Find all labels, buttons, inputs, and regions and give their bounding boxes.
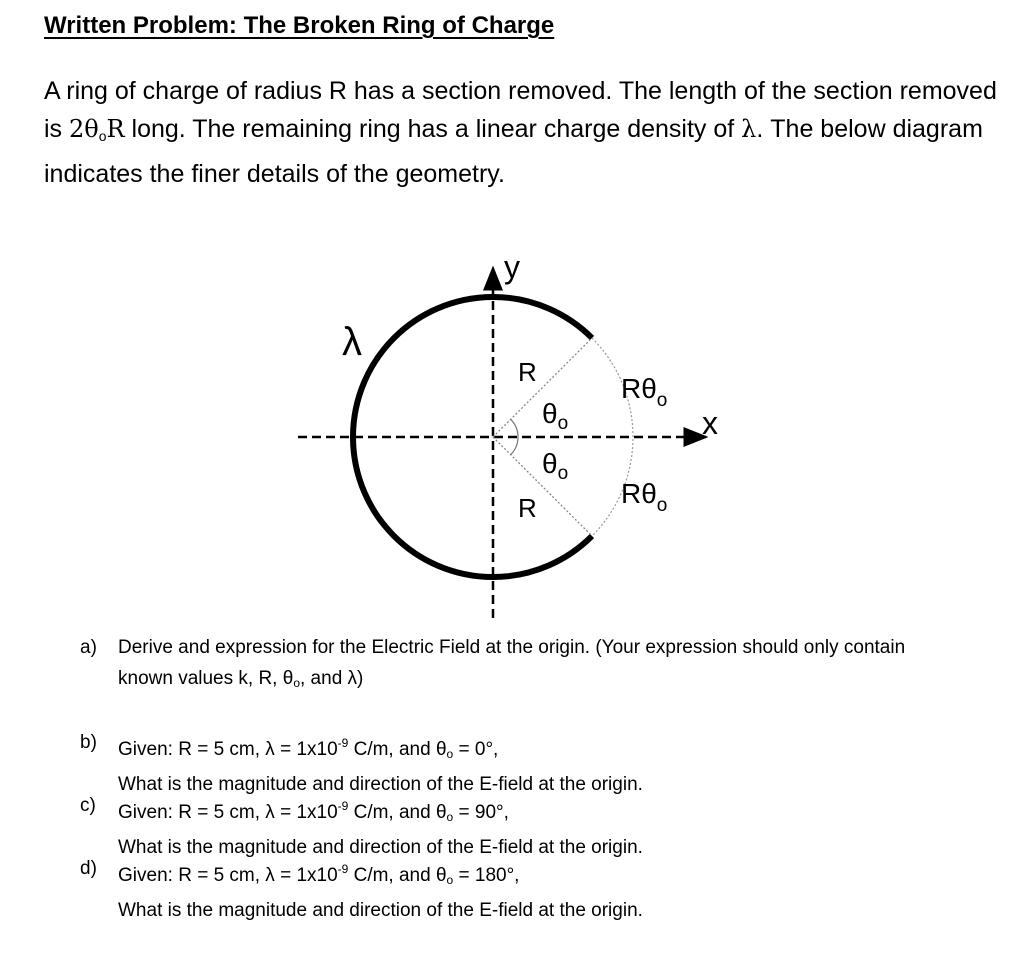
problem-statement xyxy=(44,72,1004,193)
intro-text-3: . The below diagram indicates the finer details of the geometry. xyxy=(44,115,983,188)
given-text-c: = 90°, xyxy=(453,802,509,823)
question-a-line2 xyxy=(118,665,998,697)
given-text-b: C/m, and θ xyxy=(348,865,447,886)
theta-label-bottom xyxy=(542,448,568,484)
angle-arc-top xyxy=(511,419,518,437)
two-theta-symbol: 2θ xyxy=(69,115,99,143)
y-axis-label: y xyxy=(504,249,520,285)
question-a-text-b: , and λ) xyxy=(300,668,364,689)
given-text-a: Given: R = 5 cm, λ = 1x10 xyxy=(118,865,338,886)
angle-arc-bottom xyxy=(511,437,518,455)
arc-length-bottom-text: Rθ xyxy=(621,478,657,509)
given-text-a: Given: R = 5 cm, λ = 1x10 xyxy=(118,802,338,823)
theta-label-top xyxy=(542,398,568,434)
question-label: a) xyxy=(80,637,97,658)
page-title: Written Problem: The Broken Ring of Charge xyxy=(44,12,555,39)
theta-symbol-bottom: θ xyxy=(542,448,558,479)
arc-length-top-text: Rθ xyxy=(621,373,657,404)
intro-text-2: long. The remaining ring has a linear charge density of xyxy=(124,115,742,143)
question-a-text-a: known values k, R, θ xyxy=(118,668,294,689)
given-sub: o xyxy=(446,747,454,761)
radius-label-top: R xyxy=(518,357,537,387)
given-exponent: -9 xyxy=(337,799,349,813)
question-label: c) xyxy=(80,795,96,816)
question-b-given xyxy=(118,729,998,768)
question-label: d) xyxy=(80,858,97,879)
question-c-line2: What is the magnitude and direction of the E-field at the origin. xyxy=(118,837,643,858)
given-sub: o xyxy=(446,810,454,824)
arc-length-top-sub: o xyxy=(656,390,668,411)
given-sub: o xyxy=(446,873,454,887)
lambda-symbol: λ xyxy=(741,115,757,143)
theta-subscript: o xyxy=(98,128,107,144)
question-d-line2: What is the magnitude and direction of the E-field at the origin. xyxy=(118,900,643,921)
given-exponent: -9 xyxy=(337,862,349,876)
question-label: b) xyxy=(80,732,97,753)
given-text-b: C/m, and θ xyxy=(348,739,447,760)
radius-label-bottom: R xyxy=(518,493,537,523)
lambda-label: λ xyxy=(342,320,362,364)
given-text-b: C/m, and θ xyxy=(348,802,447,823)
question-a-line1: Derive and expression for the Electric Field at the origin. (Your expression should only contain xyxy=(118,637,906,658)
theta-sub-top: o xyxy=(557,413,569,434)
theta-sub-bottom: o xyxy=(557,463,569,484)
radius-symbol: R xyxy=(106,115,125,143)
given-text-a: Given: R = 5 cm, λ = 1x10 xyxy=(118,739,338,760)
given-text-c: = 0°, xyxy=(453,739,499,760)
arc-length-label-top xyxy=(621,373,667,411)
given-text-c: = 180°, xyxy=(453,865,520,886)
question-c-given xyxy=(118,792,998,831)
theta-symbol-top: θ xyxy=(542,398,558,429)
question-d-given xyxy=(118,855,998,894)
question-b-line2: What is the magnitude and direction of the E-field at the origin. xyxy=(118,774,643,795)
arc-length-label-bottom xyxy=(621,478,667,516)
x-axis-label: x xyxy=(702,405,718,441)
question-a-sub: o xyxy=(293,676,300,690)
arc-length-bottom-sub: o xyxy=(656,495,668,516)
intro-text-1: A ring of charge of radius R has a section removed. The length of the section removed is xyxy=(44,77,997,143)
ring-diagram xyxy=(270,240,750,630)
given-exponent: -9 xyxy=(337,736,349,750)
